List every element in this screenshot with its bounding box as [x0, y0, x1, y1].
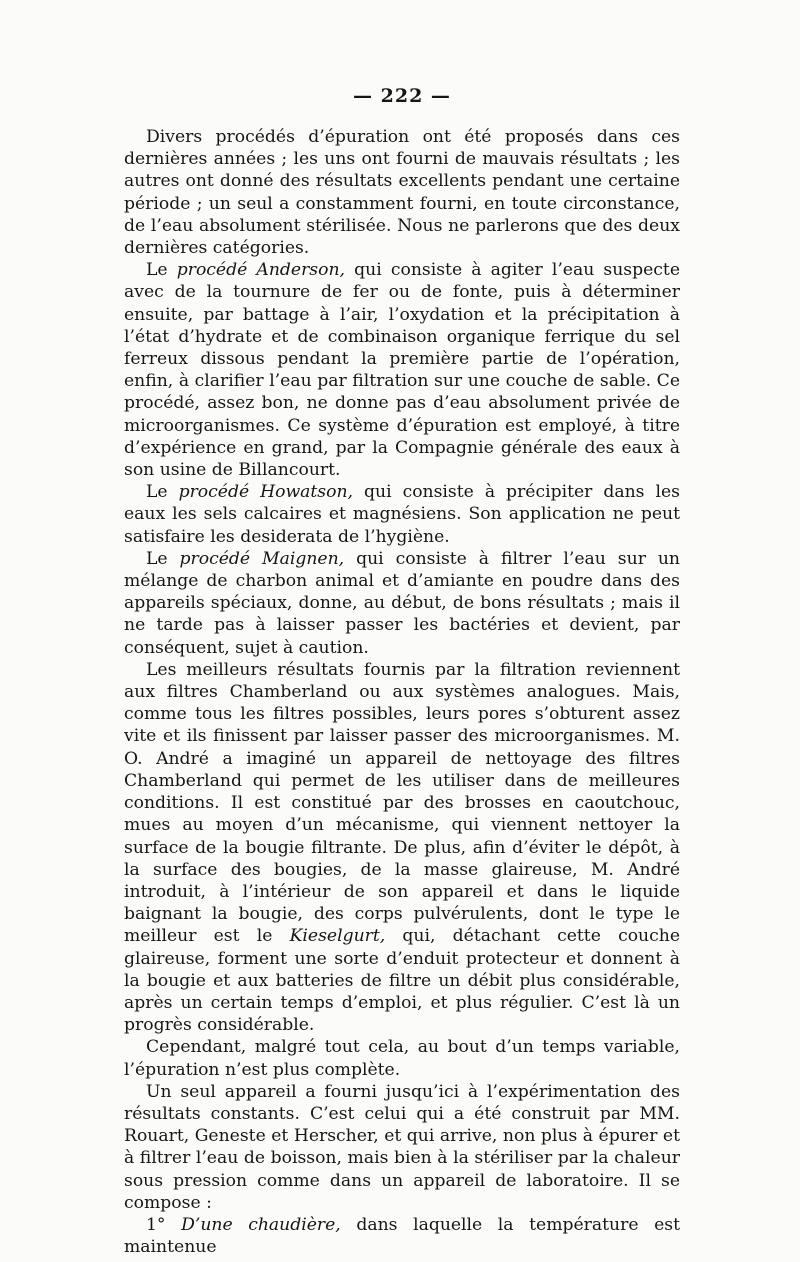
italic-term: procédé Anderson, — [176, 260, 345, 281]
paragraph-chamberland — [124, 659, 680, 1036]
page-number: — 222 — — [353, 85, 451, 107]
paragraph-howatson — [124, 481, 680, 548]
text-segment: dans laquelle la température est maintenue — [124, 1214, 680, 1258]
italic-term: Kieselgurt, — [289, 926, 386, 947]
text-segment: Divers procédés d’épuration ont été proposés dans ces dernières années ; les uns ont fourni de mauvais résultats ; les autres ont donné des résultats excellents pendant une certaine période ; un seul a constamment fourni, en toute circonstance, de l’eau absolument stérilisée. Nous ne parlerons que des deux dernières catégories. — [124, 127, 680, 259]
text-segment: Les meilleurs résultats fournis par la filtration reviennent aux filtres Chamberland ou aux systèmes analogues. Mais, comme tous les filtres possibles, leurs pores s’obturent assez vite et ils finissent par laisser passer des microorganismes. M. O. André a imaginé un appareil de nettoyage des filtres Chamberland qui permet de les utiliser dans de meilleures conditions. Il est constitué par des brosses en caoutchouc, mues au moyen d’un mécanisme, qui viennent nettoyer la surface de la bougie filtrante. De plus, afin d’éviter le dépôt, à la surface des bougies, de la masse glaireuse, M. André introduit, à l’intérieur de son appareil et dans le liquide baignant la bougie, des corps pulvérulents, dont le type le meilleur est le — [124, 659, 680, 947]
text-segment: qui consiste à filtrer l’eau sur un mélange de charbon animal et d’amiante en poudre dans des appareils spéciaux, donne, au début, de bons résultats ; mais il ne tarde pas à laisser passer les bactéries et devient, par conséquent, sujet à caution. — [124, 548, 680, 658]
paragraph-cependant — [124, 1036, 680, 1080]
text-segment: qui, détachant cette couche glaireuse, forment une sorte d’enduit protecteur et donnent à la bougie et aux batteries de filtre un débit plus considérable, après un certain temps d’emploi, et plus régulier. C’est là un progrès considérable. — [124, 926, 680, 1036]
text-segment: qui consiste à précipiter dans les eaux les sels calcaires et magnésiens. Son application ne peut satisfaire les desiderata de l’hygiène. — [124, 482, 680, 547]
paragraph-chaudiere — [124, 1214, 680, 1258]
text-segment: qui consiste à agiter l’eau suspecte avec de la tournure de fer ou de fonte, puis à déterminer ensuite, par battage à l’air, l’oxydation et la précipitation à l’état d’hydrate et de combinaison organique ferrique du sel ferreux dissous pendant la première partie de l’opération, enfin, à clarifier l’eau par filtration sur une couche de sable. Ce procédé, assez bon, ne donne pas d’eau absolument privée de microorganismes. Ce système d’épuration est employé, à titre d’expérience en grand, par la Compagnie générale des eaux à son usine de Billancourt. — [124, 260, 680, 481]
paragraph-anderson — [124, 259, 680, 481]
text-segment: Le — [146, 482, 179, 503]
paragraph-appareil — [124, 1081, 680, 1214]
italic-term: procédé Maignen, — [179, 548, 345, 569]
text-segment: Le — [146, 260, 177, 281]
text-segment: Le — [146, 548, 180, 569]
paragraph-maignen — [124, 548, 680, 659]
paragraph-intro — [124, 126, 680, 259]
italic-term: procédé Howatson, — [178, 482, 354, 503]
text-segment: 1° — [146, 1214, 182, 1235]
text-segment: Cependant, malgré tout cela, au bout d’un temps variable, l’épuration n’est plus complète. — [124, 1037, 680, 1080]
text-segment: Un seul appareil a fourni jusqu’ici à l’expérimentation des résultats constants. C’est celui qui a été construit par MM. Rouart, Geneste et Herscher, et qui arrive, non plus à épurer et à filtrer l’eau de boisson, mais bien à la stériliser par la chaleur sous pression comme dans un appareil de laboratoire. Il se compose : — [124, 1081, 680, 1213]
body-text — [124, 84, 680, 1258]
italic-term: D’une chaudière, — [181, 1214, 341, 1235]
